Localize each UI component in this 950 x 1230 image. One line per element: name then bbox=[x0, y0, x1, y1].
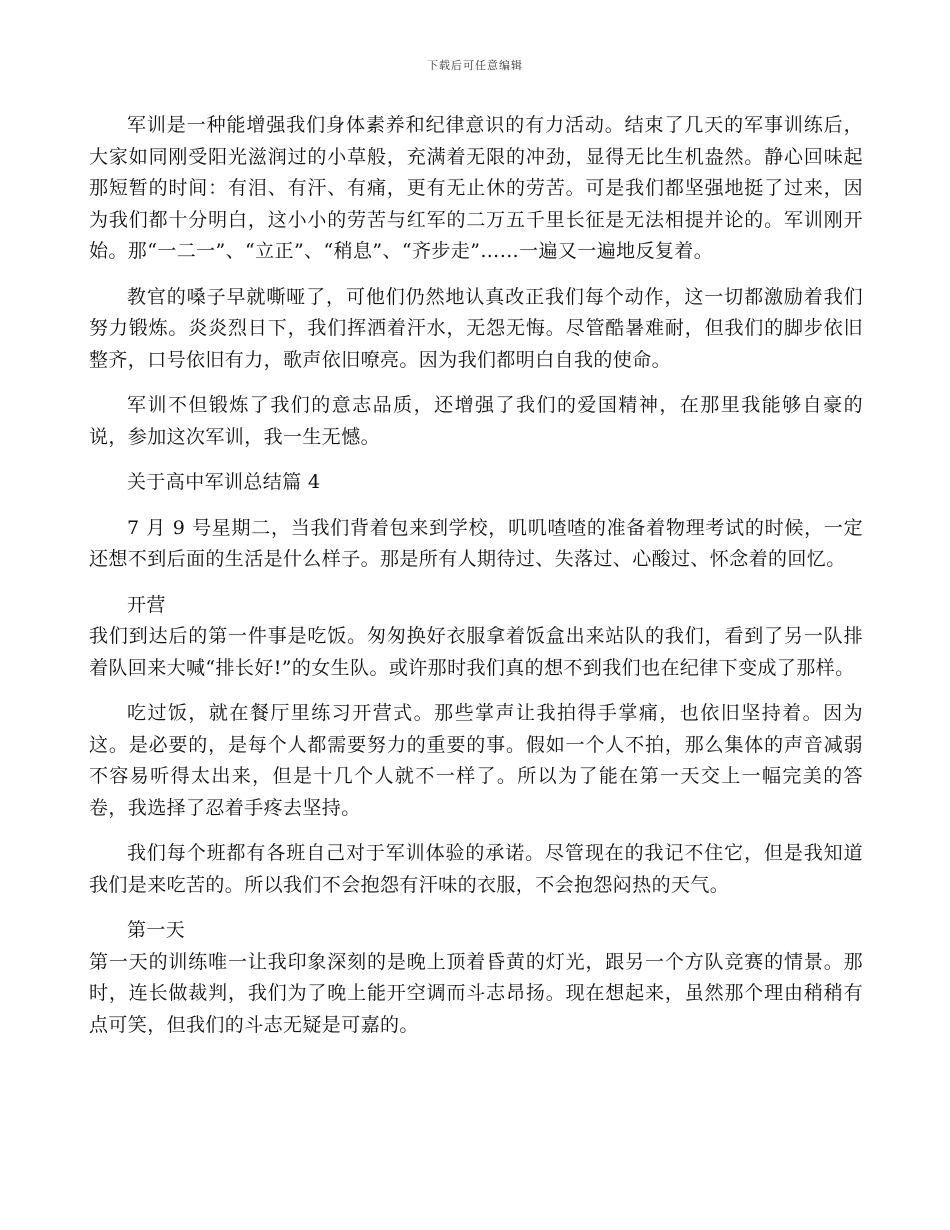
paragraph-instructor: 教官的嗓子早就嘶哑了，可他们仍然地认真改正我们每个动作，这一切都激励着我们努力锻炼。炎炎烈日下，我们挥洒着汗水，无怨无悔。尽管酷暑难耐，但我们的脚步依旧整齐，口号依旧有力，歌声依旧嘹亮。因为我们都明白自我的使命。 bbox=[89, 285, 863, 371]
section-body-day-one: 第一天的训练唯一让我印象深刻的是晚上顶着昏黄的灯光，跟另一个方队竞赛的情景。那时，连长做裁判，我们为了晚上能开空调而斗志昂扬。现在想起来，虽然那个理由稍稍有点可笑，但我们的斗志无疑是可嘉的。 bbox=[89, 950, 863, 1036]
paragraph-july-9: 7 月 9 号星期二，当我们背着包来到学校，叽叽喳喳的准备着物理考试的时候，一定还想不到后面的生活是什么样子。那是所有人期待过、失落过、心酸过、怀念着的回忆。 bbox=[89, 516, 863, 570]
section-title-opening: 开营 bbox=[127, 593, 166, 616]
article-body bbox=[89, 110, 863, 1055]
article-heading-4: 关于高中军训总结篇 4 bbox=[127, 471, 321, 493]
paragraph-opening-ceremony: 吃过饭，就在餐厅里练习开营式。那些掌声让我拍得手掌痛，也依旧坚持着。因为这。是必要的，是每个人都需要努力的重要的事。假如一个人不拍，那么集体的声音减弱不容易听得太出来，但是十几个人就不一样了。所以为了能在第一天交上一幅完美的答卷，我选择了忍着手疼去坚持。 bbox=[89, 702, 863, 819]
section-body-opening: 我们到达后的第一件事是吃饭。匆匆换好衣服拿着饭盒出来站队的我们，看到了另一队排着队回来大喊“排长好!”的女生队。或许那时我们真的想不到我们也在纪律下变成了那样。 bbox=[89, 625, 863, 679]
section-title-day-one: 第一天 bbox=[127, 919, 186, 941]
paragraph-class-promise: 我们每个班都有各班自己对于军训体验的承诺。尽管现在的我记不住它，但是我知道我们是来吃苦的。所以我们不会抱怨有汗味的衣服，不会抱怨闷热的天气。 bbox=[89, 842, 863, 896]
page-header-note: 下载后可任意编辑 bbox=[427, 59, 523, 72]
paragraph-intro: 军训是一种能增强我们身体素养和纪律意识的有力活动。结束了几天的军事训练后，大家如同刚受阳光滋润过的小草般，充满着无限的冲劲，显得无比生机盎然。静心回味起那短暂的时间：有泪、有汗、有痛，更有无止休的劳苦。可是我们都坚强地挺了过来，因为我们都十分明白，这小小的劳苦与红军的二万五千里长征是无法相提并论的。军训刚开始。那“一二一”、“立正”、“稍息”、“齐步走”……一遍又一遍地反复着。 bbox=[89, 114, 863, 262]
paragraph-conclusion: 军训不但锻炼了我们的意志品质，还增强了我们的爱国精神，在那里我能够自豪的说，参加这次军训，我一生无憾。 bbox=[89, 394, 863, 448]
